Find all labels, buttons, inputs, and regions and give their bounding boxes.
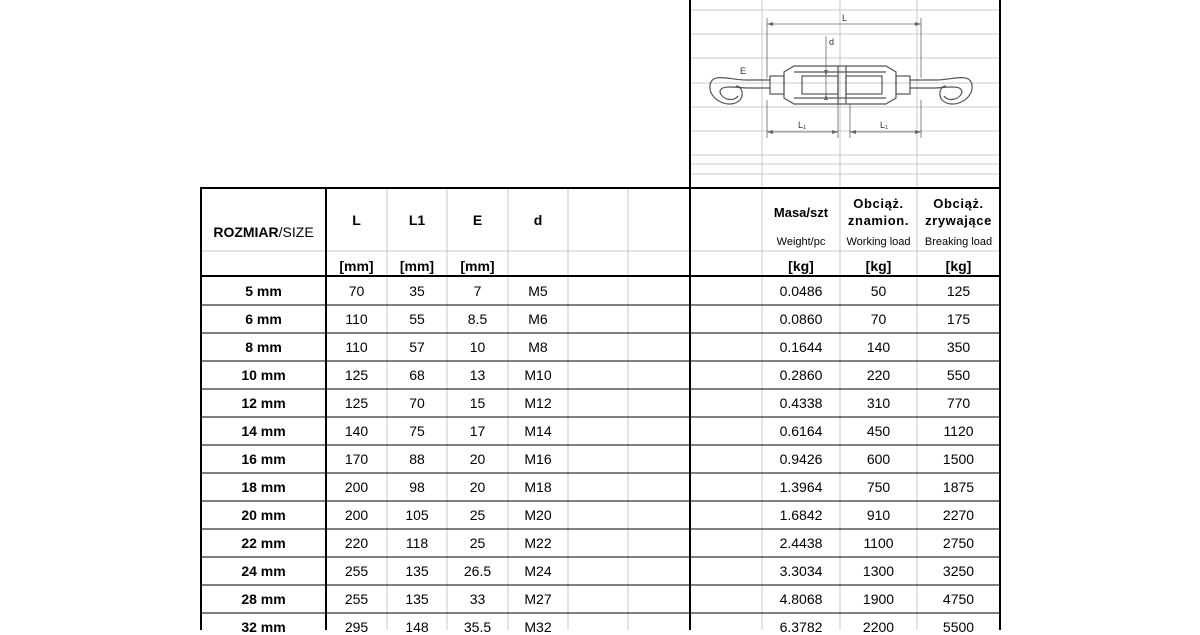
l1-cell: 68 <box>409 367 425 383</box>
mass-cell: 0.0860 <box>779 311 823 327</box>
size-cell: 6 mm <box>245 311 282 327</box>
l1-cell: 75 <box>409 423 425 439</box>
mass-cell: 0.2860 <box>779 367 823 383</box>
size-cell: 5 mm <box>245 283 282 299</box>
l1-cell: 135 <box>405 563 429 579</box>
e-cell: 33 <box>469 591 486 607</box>
size-cell: 22 mm <box>241 535 286 551</box>
mass-cell: 6.3782 <box>779 619 823 635</box>
size-cell: 32 mm <box>241 619 286 635</box>
mass-cell: 3.3034 <box>779 563 823 579</box>
l1-cell: 105 <box>405 507 429 523</box>
col-header-d: d <box>533 212 543 228</box>
thread-cell: M24 <box>524 563 552 579</box>
e-cell: 15 <box>469 395 486 411</box>
mass-cell: 0.6164 <box>779 423 823 439</box>
e-cell: 35.5 <box>463 619 492 635</box>
breaking-load-cell: 2270 <box>942 507 975 523</box>
left-hook <box>710 78 770 104</box>
length-cell: 170 <box>344 451 369 467</box>
e-cell: 8.5 <box>467 311 488 327</box>
l1-cell: 98 <box>409 479 425 495</box>
thread-cell: M20 <box>524 507 552 523</box>
l1-cell: 118 <box>405 535 429 551</box>
breaking-load-cell: 550 <box>946 367 971 383</box>
l1-cell: 148 <box>405 619 429 635</box>
e-cell: 10 <box>469 339 486 355</box>
col-header-L: L <box>352 212 361 228</box>
mass-cell: 0.0486 <box>779 283 823 299</box>
length-cell: 110 <box>345 339 368 355</box>
mass-header: Masa/szt <box>773 205 829 220</box>
l1-cell: 88 <box>409 451 425 467</box>
e-cell: 7 <box>473 283 482 299</box>
working-load-cell: 310 <box>866 395 891 411</box>
mass-unit: [kg] <box>788 258 814 274</box>
working-load-cell: 2200 <box>862 619 895 635</box>
dim-label-d: d <box>829 37 835 47</box>
mass-cell: 0.9426 <box>779 451 823 467</box>
dim-label-E: E <box>740 66 747 76</box>
thread-cell: M27 <box>524 591 552 607</box>
col-header-E: E <box>472 212 483 228</box>
working-load-cell: 140 <box>866 339 891 355</box>
breaking-load-cell: 1500 <box>942 451 975 467</box>
breaking-load-header-2: zrywające <box>925 213 992 228</box>
length-cell: 70 <box>348 283 365 299</box>
length-cell: 200 <box>344 507 369 523</box>
length-cell: 125 <box>344 367 369 383</box>
working-load-header-1: Obciąż. <box>853 196 904 211</box>
working-load-cell: 750 <box>866 479 891 495</box>
mass-subheader: Weight/pc <box>776 236 826 248</box>
mass-cell: 1.3964 <box>779 479 823 495</box>
working-load-cell: 450 <box>866 423 891 439</box>
e-cell: 26.5 <box>463 563 492 579</box>
l1-cell: 57 <box>409 339 425 355</box>
thread-cell: M6 <box>528 311 548 327</box>
breaking-load-cell: 2750 <box>942 535 975 551</box>
thread-cell: M16 <box>524 451 552 467</box>
breaking-load-cell: 125 <box>946 283 971 299</box>
breaking-load-unit: [kg] <box>945 258 972 274</box>
length-cell: 200 <box>344 479 369 495</box>
turnbuckle-drawing <box>690 0 1000 186</box>
thread-cell: M8 <box>528 339 548 355</box>
length-cell: 255 <box>344 563 369 579</box>
size-cell: 18 mm <box>241 479 286 495</box>
working-load-cell: 1100 <box>863 535 894 551</box>
working-load-cell: 1300 <box>862 563 895 579</box>
size-column-header: ROZMIAR/SIZE <box>213 224 314 240</box>
l1-cell: 135 <box>405 591 429 607</box>
mass-cell: 0.1644 <box>779 339 823 355</box>
breaking-load-cell: 175 <box>946 311 971 327</box>
working-load-cell: 1900 <box>862 591 895 607</box>
dim-label-L1-left: L₁ <box>798 120 807 130</box>
length-cell: 125 <box>344 395 369 411</box>
breaking-load-subheader: Breaking load <box>924 236 993 248</box>
unit-L: [mm] <box>339 258 374 274</box>
e-cell: 25 <box>469 535 486 551</box>
length-cell: 220 <box>344 535 369 551</box>
working-load-cell: 220 <box>866 367 891 383</box>
col-header-L1: L1 <box>408 212 426 228</box>
dim-label-L: L <box>842 13 848 23</box>
e-cell: 20 <box>469 451 486 467</box>
size-cell: 10 mm <box>241 367 286 383</box>
e-cell: 20 <box>469 479 486 495</box>
size-cell: 16 mm <box>241 451 286 467</box>
breaking-load-cell: 4750 <box>942 591 975 607</box>
thread-cell: M5 <box>528 283 548 299</box>
breaking-load-cell: 1875 <box>942 479 975 495</box>
mass-cell: 0.4338 <box>779 395 823 411</box>
thread-cell: M10 <box>524 367 552 383</box>
e-cell: 25 <box>469 507 486 523</box>
mass-cell: 2.4438 <box>779 535 823 551</box>
length-cell: 110 <box>345 311 368 327</box>
size-cell: 24 mm <box>241 563 286 579</box>
l1-cell: 35 <box>409 283 425 299</box>
working-load-header-2: znamion. <box>847 213 910 228</box>
right-hook <box>910 78 972 104</box>
thread-cell: M18 <box>524 479 552 495</box>
unit-E: [mm] <box>460 258 495 274</box>
breaking-load-cell: 1120 <box>943 423 974 439</box>
mass-cell: 1.6842 <box>779 507 823 523</box>
size-cell: 20 mm <box>241 507 286 523</box>
size-cell: 12 mm <box>241 395 286 411</box>
thread-cell: M22 <box>524 535 552 551</box>
size-cell: 8 mm <box>245 339 282 355</box>
length-cell: 255 <box>344 591 369 607</box>
e-cell: 13 <box>469 367 486 383</box>
breaking-load-cell: 350 <box>946 339 971 355</box>
mass-cell: 4.8068 <box>779 591 823 607</box>
working-load-cell: 600 <box>866 451 891 467</box>
working-load-subheader: Working load <box>846 236 911 248</box>
length-cell: 140 <box>344 423 369 439</box>
thread-cell: M12 <box>524 395 552 411</box>
breaking-load-cell: 3250 <box>942 563 975 579</box>
breaking-load-cell: 770 <box>946 395 971 411</box>
l1-cell: 70 <box>409 395 425 411</box>
length-cell: 295 <box>344 619 369 635</box>
size-cell: 28 mm <box>241 591 286 607</box>
l1-cell: 55 <box>409 311 425 327</box>
thread-cell: M32 <box>524 619 552 635</box>
dim-label-L1-right: L₁ <box>880 120 889 130</box>
working-load-cell: 910 <box>866 507 891 523</box>
thread-cell: M14 <box>524 423 552 439</box>
e-cell: 17 <box>469 423 486 439</box>
working-load-unit: [kg] <box>865 258 892 274</box>
working-load-cell: 50 <box>870 283 887 299</box>
size-cell: 14 mm <box>241 423 286 439</box>
breaking-load-header-1: Obciąż. <box>933 196 984 211</box>
breaking-load-cell: 5500 <box>942 619 975 635</box>
working-load-cell: 70 <box>870 311 887 327</box>
unit-L1: [mm] <box>399 258 435 274</box>
